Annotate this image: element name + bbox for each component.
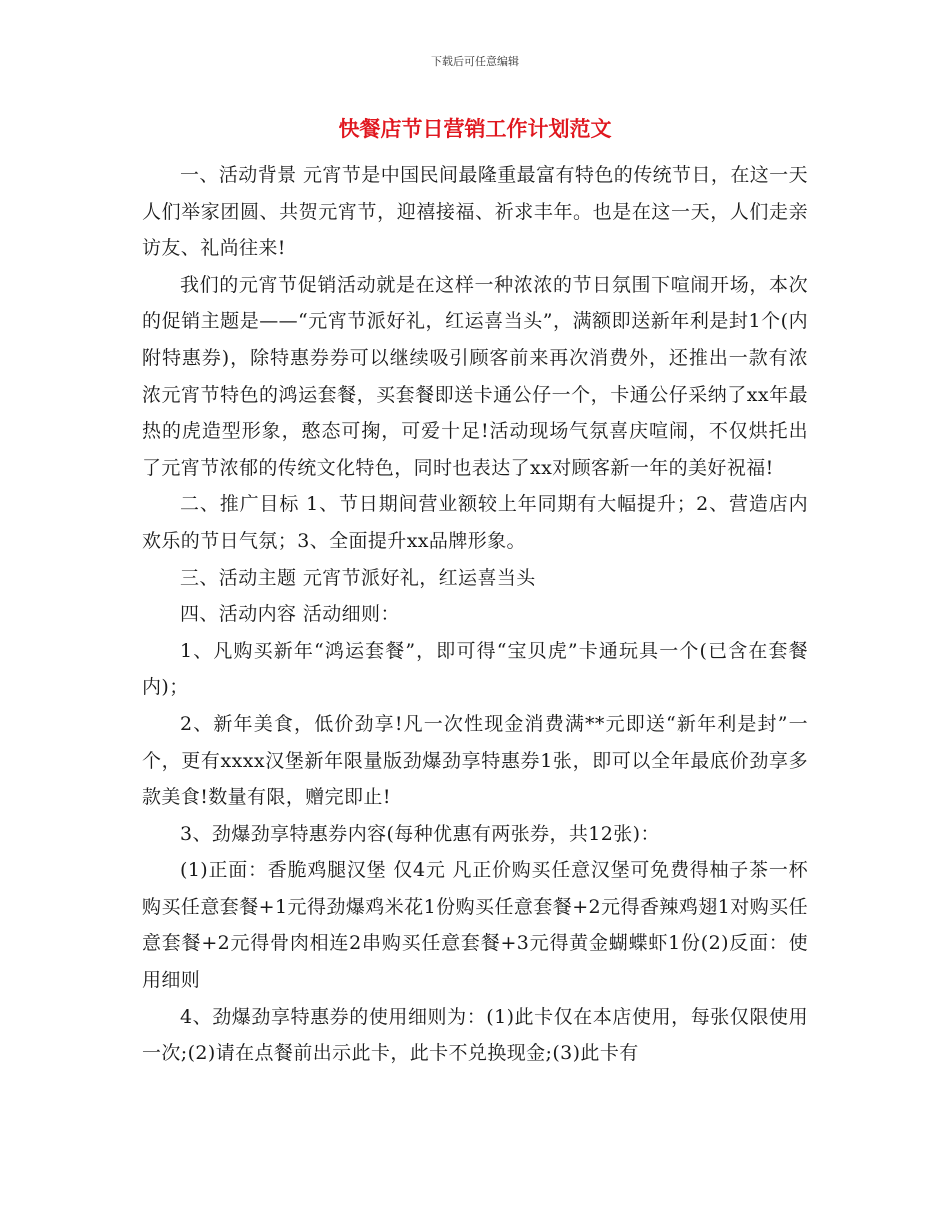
paragraph-content-heading: 四、活动内容 活动细则： [180, 603, 400, 626]
paragraph-rule-3: 3、劲爆劲享特惠券内容(每种优惠有两张券，共12张)： [180, 822, 660, 845]
paragraph-rule-4: 4、劲爆劲享特惠券的使用细则为：(1)此卡仅在本店使用，每张仅限使用一次;(2)请在点餐前出示此卡，此卡不兑换现金;(3)此卡有 [142, 1005, 808, 1065]
document-body [142, 157, 808, 1072]
paragraph-promotion: 我们的元宵节促销活动就是在这样一种浓浓的节日氛围下喧闹开场，本次的促销主题是——“元宵节派好礼，红运喜当头”，满额即送新年利是封1个(内附特惠券)，除特惠券券可以继续吸引顾客前来再次消费外，还推出一款有浓浓元宵节特色的鸿运套餐，买套餐即送卡通公仔一个，卡通公仔采纳了xx年最热的虎造型形象，憨态可掬，可爱十足!活动现场气氛喜庆喧闹，不仅烘托出了元宵节浓郁的传统文化特色，同时也表达了xx对顾客新一年的美好祝福! [142, 273, 808, 479]
paragraph-background: 一、活动背景 元宵节是中国民间最隆重最富有特色的传统节日，在这一天人们举家团圆、共贺元宵节，迎禧接福、祈求丰年。也是在这一天，人们走亲访友、礼尚往来! [142, 164, 808, 260]
paragraph-goals: 二、推广目标 1、节日期间营业额较上年同期有大幅提升；2、营造店内欢乐的节日气氛；3、全面提升xx品牌形象。 [142, 493, 808, 552]
document-title: 快餐店节日营销工作计划范文 [338, 117, 612, 141]
paragraph-coupon-details: (1)正面：香脆鸡腿汉堡 仅4元 凡正价购买任意汉堡可免费得柚子茶一杯 购买任意套餐+1元得劲爆鸡米花1份购买任意套餐+2元得香辣鸡翅1对购买任意套餐+2元得骨肉相连2串购买任意套餐+3元得黄金蝴蝶虾1份(2)反面：使用细则 [142, 859, 808, 992]
paragraph-rule-2: 2、新年美食，低价劲享!凡一次性现金消费满**元即送“新年利是封”一个，更有xxxx汉堡新年限量版劲爆劲享特惠券1张，即可以全年最底价劲享多款美食!数量有限，赠完即止! [142, 712, 808, 809]
paragraph-theme: 三、活动主题 元宵节派好礼，红运喜当头 [180, 566, 536, 589]
header-note: 下载后可任意编辑 [431, 55, 519, 68]
paragraph-rule-1: 1、凡购买新年“鸿运套餐”，即可得“宝贝虎”卡通玩具一个(已含在套餐内)； [142, 639, 808, 699]
